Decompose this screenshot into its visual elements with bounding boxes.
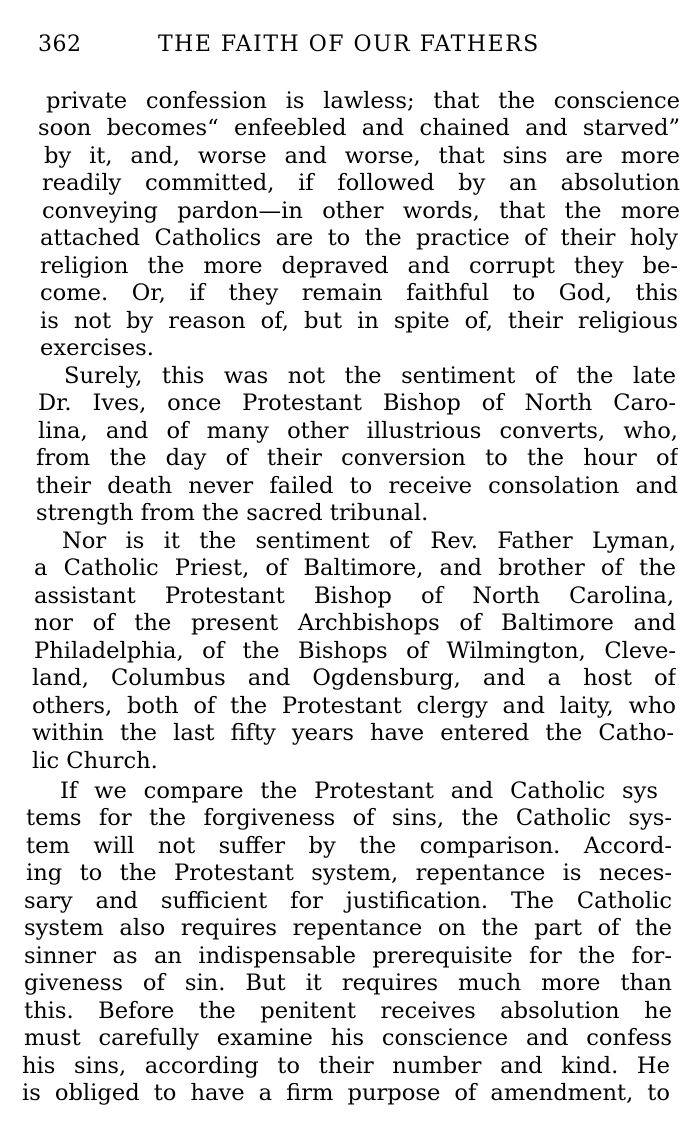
text-line: others, both of the Protestant clergy and laity, who bbox=[32, 693, 676, 719]
text-line: lina, and of many other illustrious converts, who, bbox=[38, 418, 678, 444]
page-header bbox=[38, 32, 678, 62]
text-line: from the day of their conversion to the hour of bbox=[36, 445, 678, 471]
text-line: lic Church. bbox=[32, 748, 158, 774]
text-line: exercises. bbox=[40, 335, 154, 361]
text-line: readily committed, if followed by an absolution bbox=[42, 170, 680, 196]
text-line: religion the more depraved and corrupt they be- bbox=[40, 253, 678, 279]
text-line: giveness of sin. But it requires much more than bbox=[24, 970, 672, 996]
text-line: his sins, according to their number and kind. He bbox=[22, 1053, 670, 1079]
text-line: come. Or, if they remain faithful to God, this bbox=[40, 280, 678, 306]
text-line: this. Before the penitent receives absolution he bbox=[24, 998, 672, 1024]
text-line: attached Catholics are to the practice of their holy bbox=[40, 225, 678, 251]
text-line: Philadelphia, of the Bishops of Wilmington, Cleve- bbox=[34, 638, 676, 664]
text-line: tems for the forgiveness of sins, the Catholic sys- bbox=[26, 805, 672, 831]
text-line: their death never failed to receive consolation and bbox=[36, 473, 678, 499]
text-line: is obliged to have a firm purpose of amendment, to bbox=[22, 1080, 670, 1106]
text-line: a Catholic Priest, of Baltimore, and brother of the bbox=[34, 555, 676, 581]
text-line: Dr. Ives, once Protestant Bishop of North Caro- bbox=[38, 390, 676, 416]
running-title: THE FAITH OF OUR FATHERS bbox=[158, 32, 540, 57]
text-line: private confession is lawless; that the conscience bbox=[46, 88, 680, 114]
text-line: Nor is it the sentiment of Rev. Father Lyman, bbox=[62, 528, 676, 554]
text-line: tem will not suffer by the comparison. Accord- bbox=[26, 833, 672, 859]
text-line: Surely, this was not the sentiment of the late bbox=[64, 363, 676, 389]
text-line: strength from the sacred tribunal. bbox=[36, 500, 429, 526]
text-line: within the last fifty years have entered the Catho- bbox=[32, 720, 674, 746]
text-line: conveying pardon—in other words, that the more bbox=[42, 198, 680, 224]
text-line: If we compare the Protestant and Catholic sys bbox=[60, 778, 658, 804]
text-line: by it, and, worse and worse, that sins are more bbox=[44, 143, 680, 169]
text-line: must carefully examine his conscience and confess bbox=[24, 1025, 672, 1051]
text-line: is not by reason of, but in spite of, their religious bbox=[40, 308, 678, 334]
page-number: 362 bbox=[38, 32, 82, 57]
text-line: ing to the Protestant system, repentance is neces- bbox=[26, 860, 672, 886]
text-line: soon becomes“ enfeebled and chained and starved” bbox=[38, 115, 680, 141]
text-line: sinner as an indispensable prerequisite for the for- bbox=[24, 943, 672, 969]
text-line: land, Columbus and Ogdensburg, and a host of bbox=[32, 665, 676, 691]
text-line: nor of the present Archbishops of Baltimore and bbox=[34, 610, 676, 636]
text-line: system also requires repentance on the part of the bbox=[24, 915, 672, 941]
text-line: assistant Protestant Bishop of North Carolina, bbox=[34, 583, 674, 609]
text-line: sary and sufficient for justification. The Catholic bbox=[24, 888, 672, 914]
